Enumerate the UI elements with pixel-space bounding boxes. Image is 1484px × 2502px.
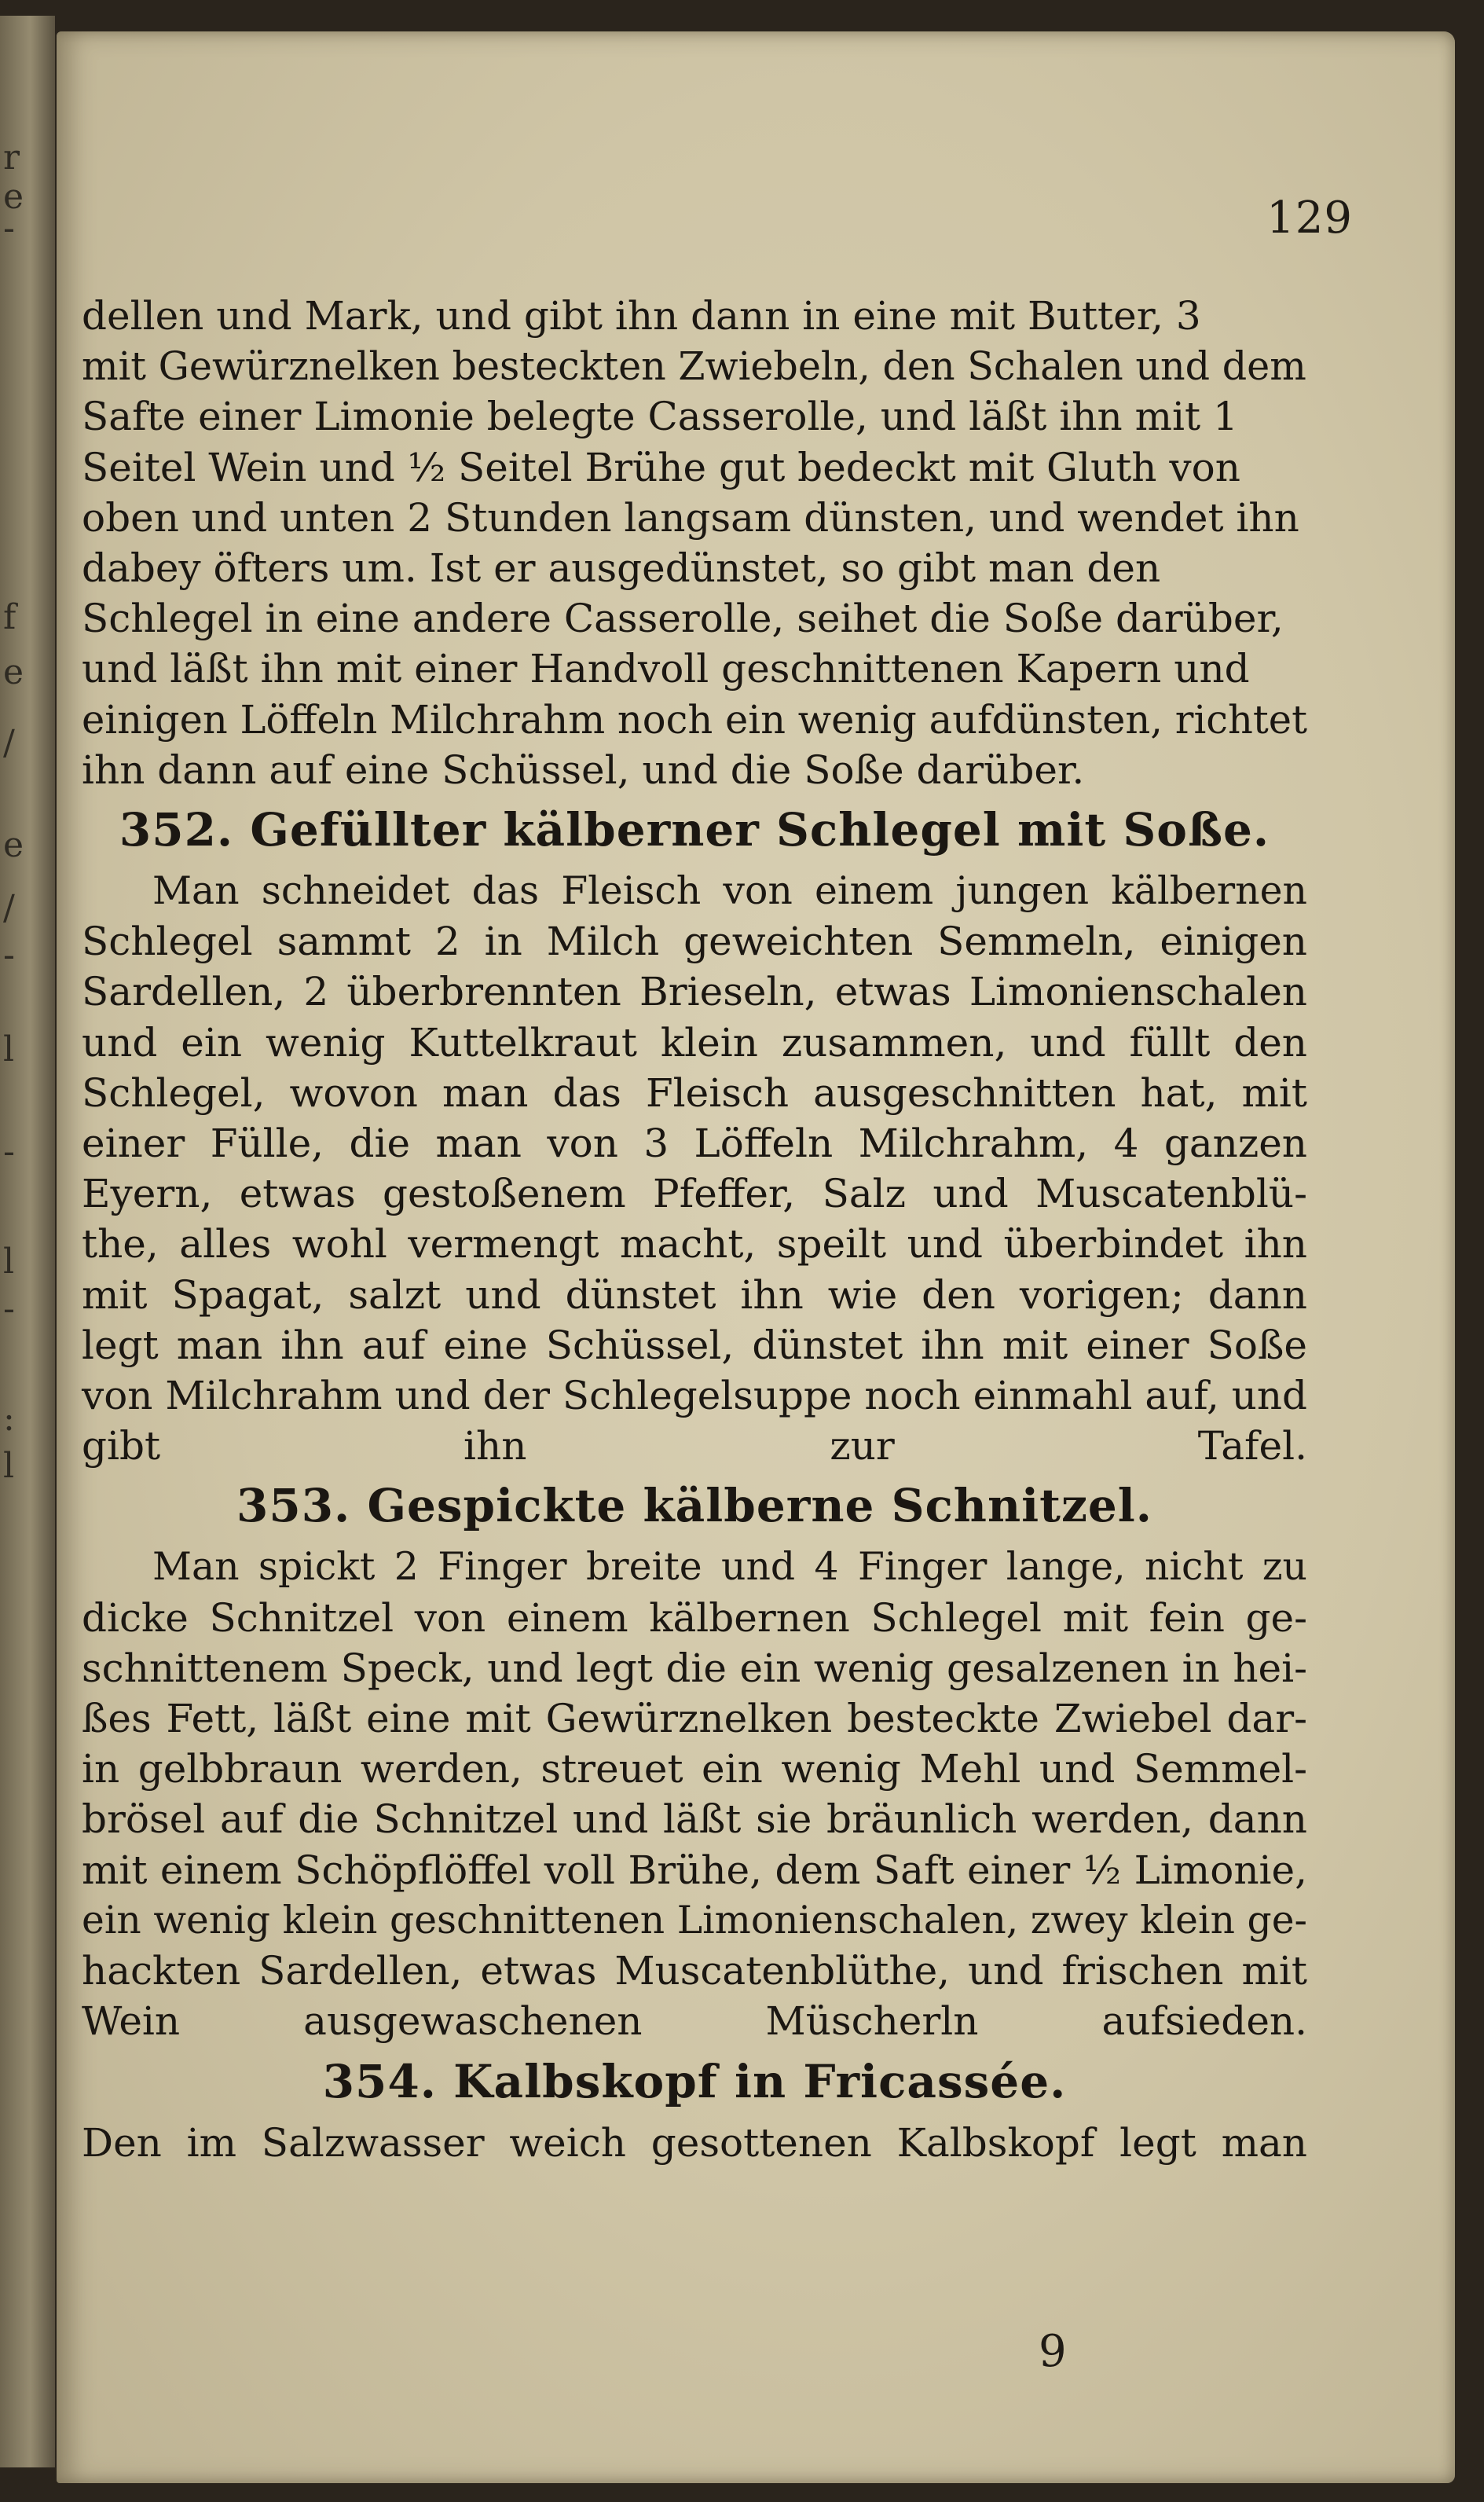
book-page [57, 31, 1455, 2483]
text-line: einigen Löffeln Milchrahm noch ein wenig aufdünsten, richtet [82, 696, 1308, 743]
text-line: schnittenem Speck, und legt die ein wenig gesalzenen in hei- [82, 1645, 1307, 1691]
prev-page-fragment: - [3, 1289, 15, 1329]
text-line: Schlegel sammt 2 in Milch geweichten Semmeln, einigen [82, 919, 1307, 965]
text-line: mit Spagat, salzt und dünstet ihn wie den vorigen; dann [82, 1271, 1307, 1318]
text-line: oben und unten 2 Stunden langsam dünsten, und wendet ihn [82, 494, 1299, 541]
text-line: und läßt ihn mit einer Handvoll geschnittenen Kapern und [82, 646, 1250, 692]
recipe-heading-354: 354. Kalbskopf in Fricassée. [322, 2054, 1067, 2108]
prev-page-fragment: e [3, 177, 24, 217]
text-line: legt man ihn auf eine Schüssel, dünstet ihn mit einer Soße [82, 1322, 1307, 1368]
prev-page-fragment: e [3, 825, 24, 865]
text-line: the, alles wohl vermengt macht, speilt und überbindet ihn [82, 1221, 1307, 1268]
text-line: Man schneidet das Fleisch von einem jungen kälbernen [152, 868, 1307, 914]
text-line: Seitel Wein und ½ Seitel Brühe gut bedeckt mit Gluth von [82, 444, 1240, 490]
text-line: Safte einer Limonie belegte Casserolle, und läßt ihn mit 1 [82, 394, 1238, 440]
recipe-heading-353: 353. Gespickte kälberne Schnitzel. [236, 1479, 1153, 1533]
recipe-paragraph-354 [82, 2118, 1307, 2168]
prev-page-fragment: - [3, 208, 15, 248]
prev-page-fragment: l [3, 1029, 15, 1069]
text-line: dabey öfters um. Ist er ausgedünstet, so gibt man den [82, 545, 1161, 592]
text-line: Schlegel, wovon man das Fleisch ausgeschnitten hat, mit [82, 1069, 1307, 1116]
text-line: in gelbbraun werden, streuet ein wenig Mehl und Semmel- [82, 1746, 1307, 1792]
prev-page-fragment: : [3, 1399, 15, 1439]
text-line: Wein ausgewaschenen Müscherln aufsieden. [82, 1998, 1307, 2045]
prev-page-fragment: l [3, 1242, 15, 1282]
text-line: mit einem Schöpflöffel voll Brühe, dem Saft einer ½ Limonie, [82, 1847, 1307, 1893]
recipe-paragraph-353 [82, 1542, 1307, 2046]
text-line: von Milchrahm und der Schlegelsuppe noch einmahl auf, und [82, 1373, 1307, 1419]
prev-page-fragment: - [3, 1132, 15, 1172]
recipe-heading-352: 352. Gefüllter kälberner Schlegel mit Soße. [119, 803, 1270, 857]
text-line: ßes Fett, läßt eine mit Gewürznelken besteckte Zwiebel dar- [82, 1696, 1307, 1742]
text-line: Man spickt 2 Finger breite und 4 Finger lange, nicht zu [152, 1544, 1307, 1590]
text-line: einer Fülle, die man von 3 Löffeln Milchrahm, 4 ganzen [82, 1121, 1307, 1167]
prev-page-fragment: r [3, 138, 20, 178]
text-line: hackten Sardellen, etwas Muscatenblüthe, und frischen mit [82, 1948, 1307, 1994]
text-line: und ein wenig Kuttelkraut klein zusammen, und füllt den [82, 1019, 1307, 1066]
prev-page-fragment: l [3, 1446, 15, 1486]
text-line: Den im Salzwasser weich gesottenen Kalbskopf legt man [82, 2119, 1307, 2166]
page-body [82, 291, 1307, 2168]
text-line: mit Gewürznelken besteckten Zwiebeln, den Schalen und dem [82, 343, 1306, 390]
text-line: Sardellen, 2 überbrennten Brieseln, etwas Limonienschalen [82, 969, 1307, 1015]
paragraph-continuation [82, 291, 1307, 795]
text-line: Schlegel in eine andere Casserolle, seihet die Soße darüber, [82, 596, 1284, 642]
text-line: dellen und Mark, und gibt ihn dann in eine mit Butter, 3 [82, 293, 1201, 339]
prev-page-fragment: / [3, 723, 15, 763]
signature-mark: 9 [1039, 2326, 1067, 2377]
prev-page-fragment: f [3, 597, 16, 637]
recipe-paragraph-352 [82, 866, 1307, 1471]
prev-page-fragment: / [3, 888, 15, 928]
page-number: 129 [1266, 193, 1353, 244]
prev-page-fragment: - [3, 935, 15, 975]
text-line: gibt ihn zur Tafel. [82, 1423, 1307, 1469]
prev-page-fragment: e [3, 652, 24, 692]
text-line: dicke Schnitzel von einem kälbernen Schlegel mit fein ge- [82, 1594, 1307, 1641]
text-line: Eyern, etwas gestoßenem Pfeffer, Salz und Muscatenblü- [82, 1171, 1307, 1217]
text-line: ein wenig klein geschnittenen Limonienschalen, zwey klein ge- [82, 1898, 1307, 1943]
text-line: brösel auf die Schnitzel und läßt sie bräunlich werden, dann [82, 1796, 1307, 1843]
text-line: ihn dann auf eine Schüssel, und die Soße darüber. [82, 747, 1085, 793]
previous-page-edge [0, 16, 55, 2467]
